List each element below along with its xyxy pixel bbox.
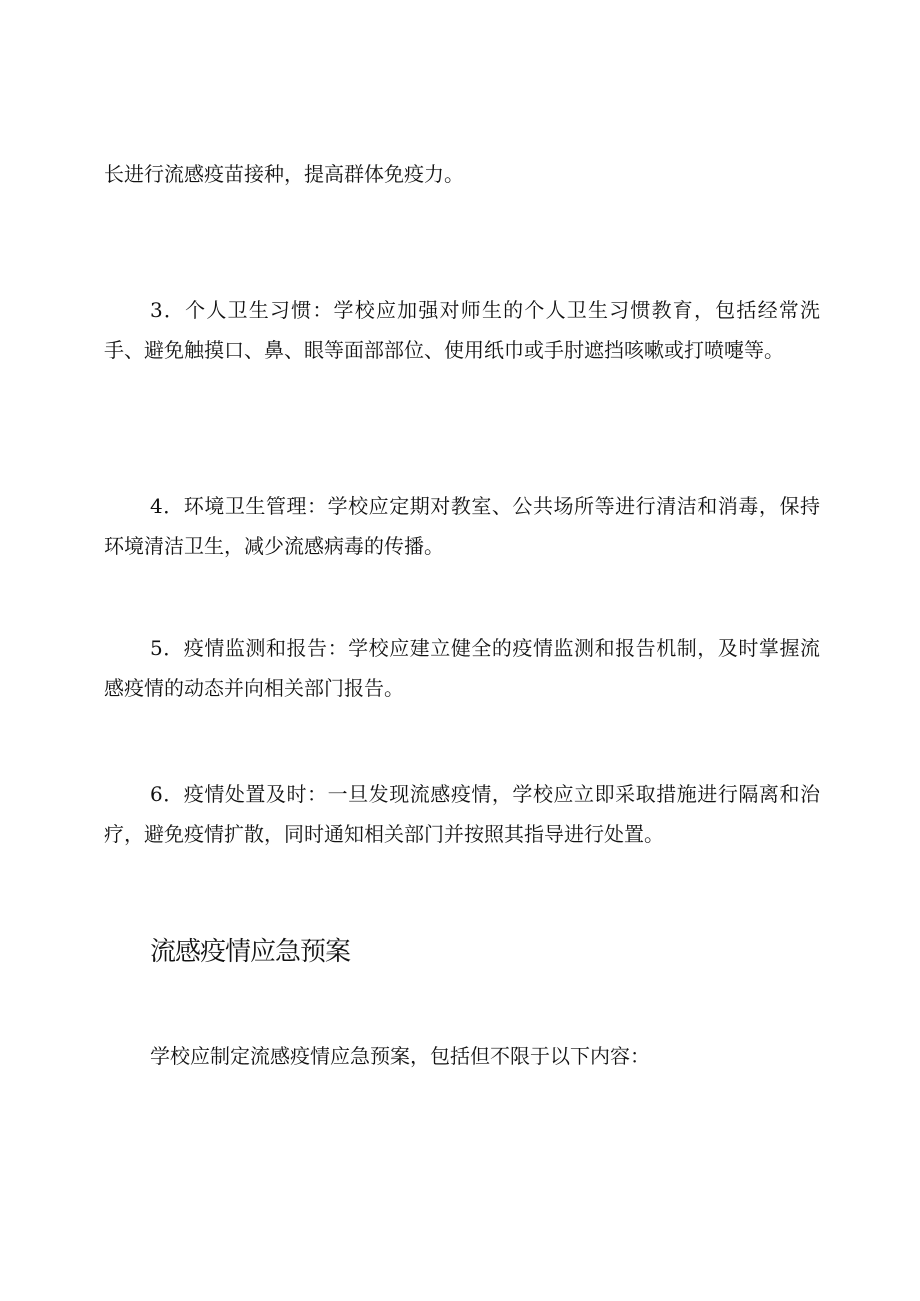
list-item-monitoring-report: 5．疫情监测和报告：学校应建立健全的疫情监测和报告机制，及时掌握流感疫情的动态并向相关部门报告。 <box>104 636 820 700</box>
list-item-timely-handling: 6．疫情处置及时：一旦发现流感疫情，学校应立即采取措施进行隔离和治疗，避免疫情扩散，同时通知相关部门并按照其指导进行处置。 <box>104 782 820 846</box>
list-item-environment-hygiene: 4．环境卫生管理：学校应定期对教室、公共场所等进行清洁和消毒，保持环境清洁卫生，减少流感病毒的传播。 <box>104 494 820 558</box>
section-intro-paragraph: 学校应制定流感疫情应急预案，包括但不限于以下内容： <box>150 1044 650 1068</box>
list-item-personal-hygiene: 3．个人卫生习惯：学校应加强对师生的个人卫生习惯教育，包括经常洗手、避免触摸口、鼻、眼等面部部位、使用纸巾或手肘遮挡咳嗽或打喷嚏等。 <box>104 298 820 362</box>
section-heading: 流感疫情应急预案 <box>150 937 351 967</box>
continuation-paragraph: 长进行流感疫苗接种，提高群体免疫力。 <box>104 162 464 186</box>
